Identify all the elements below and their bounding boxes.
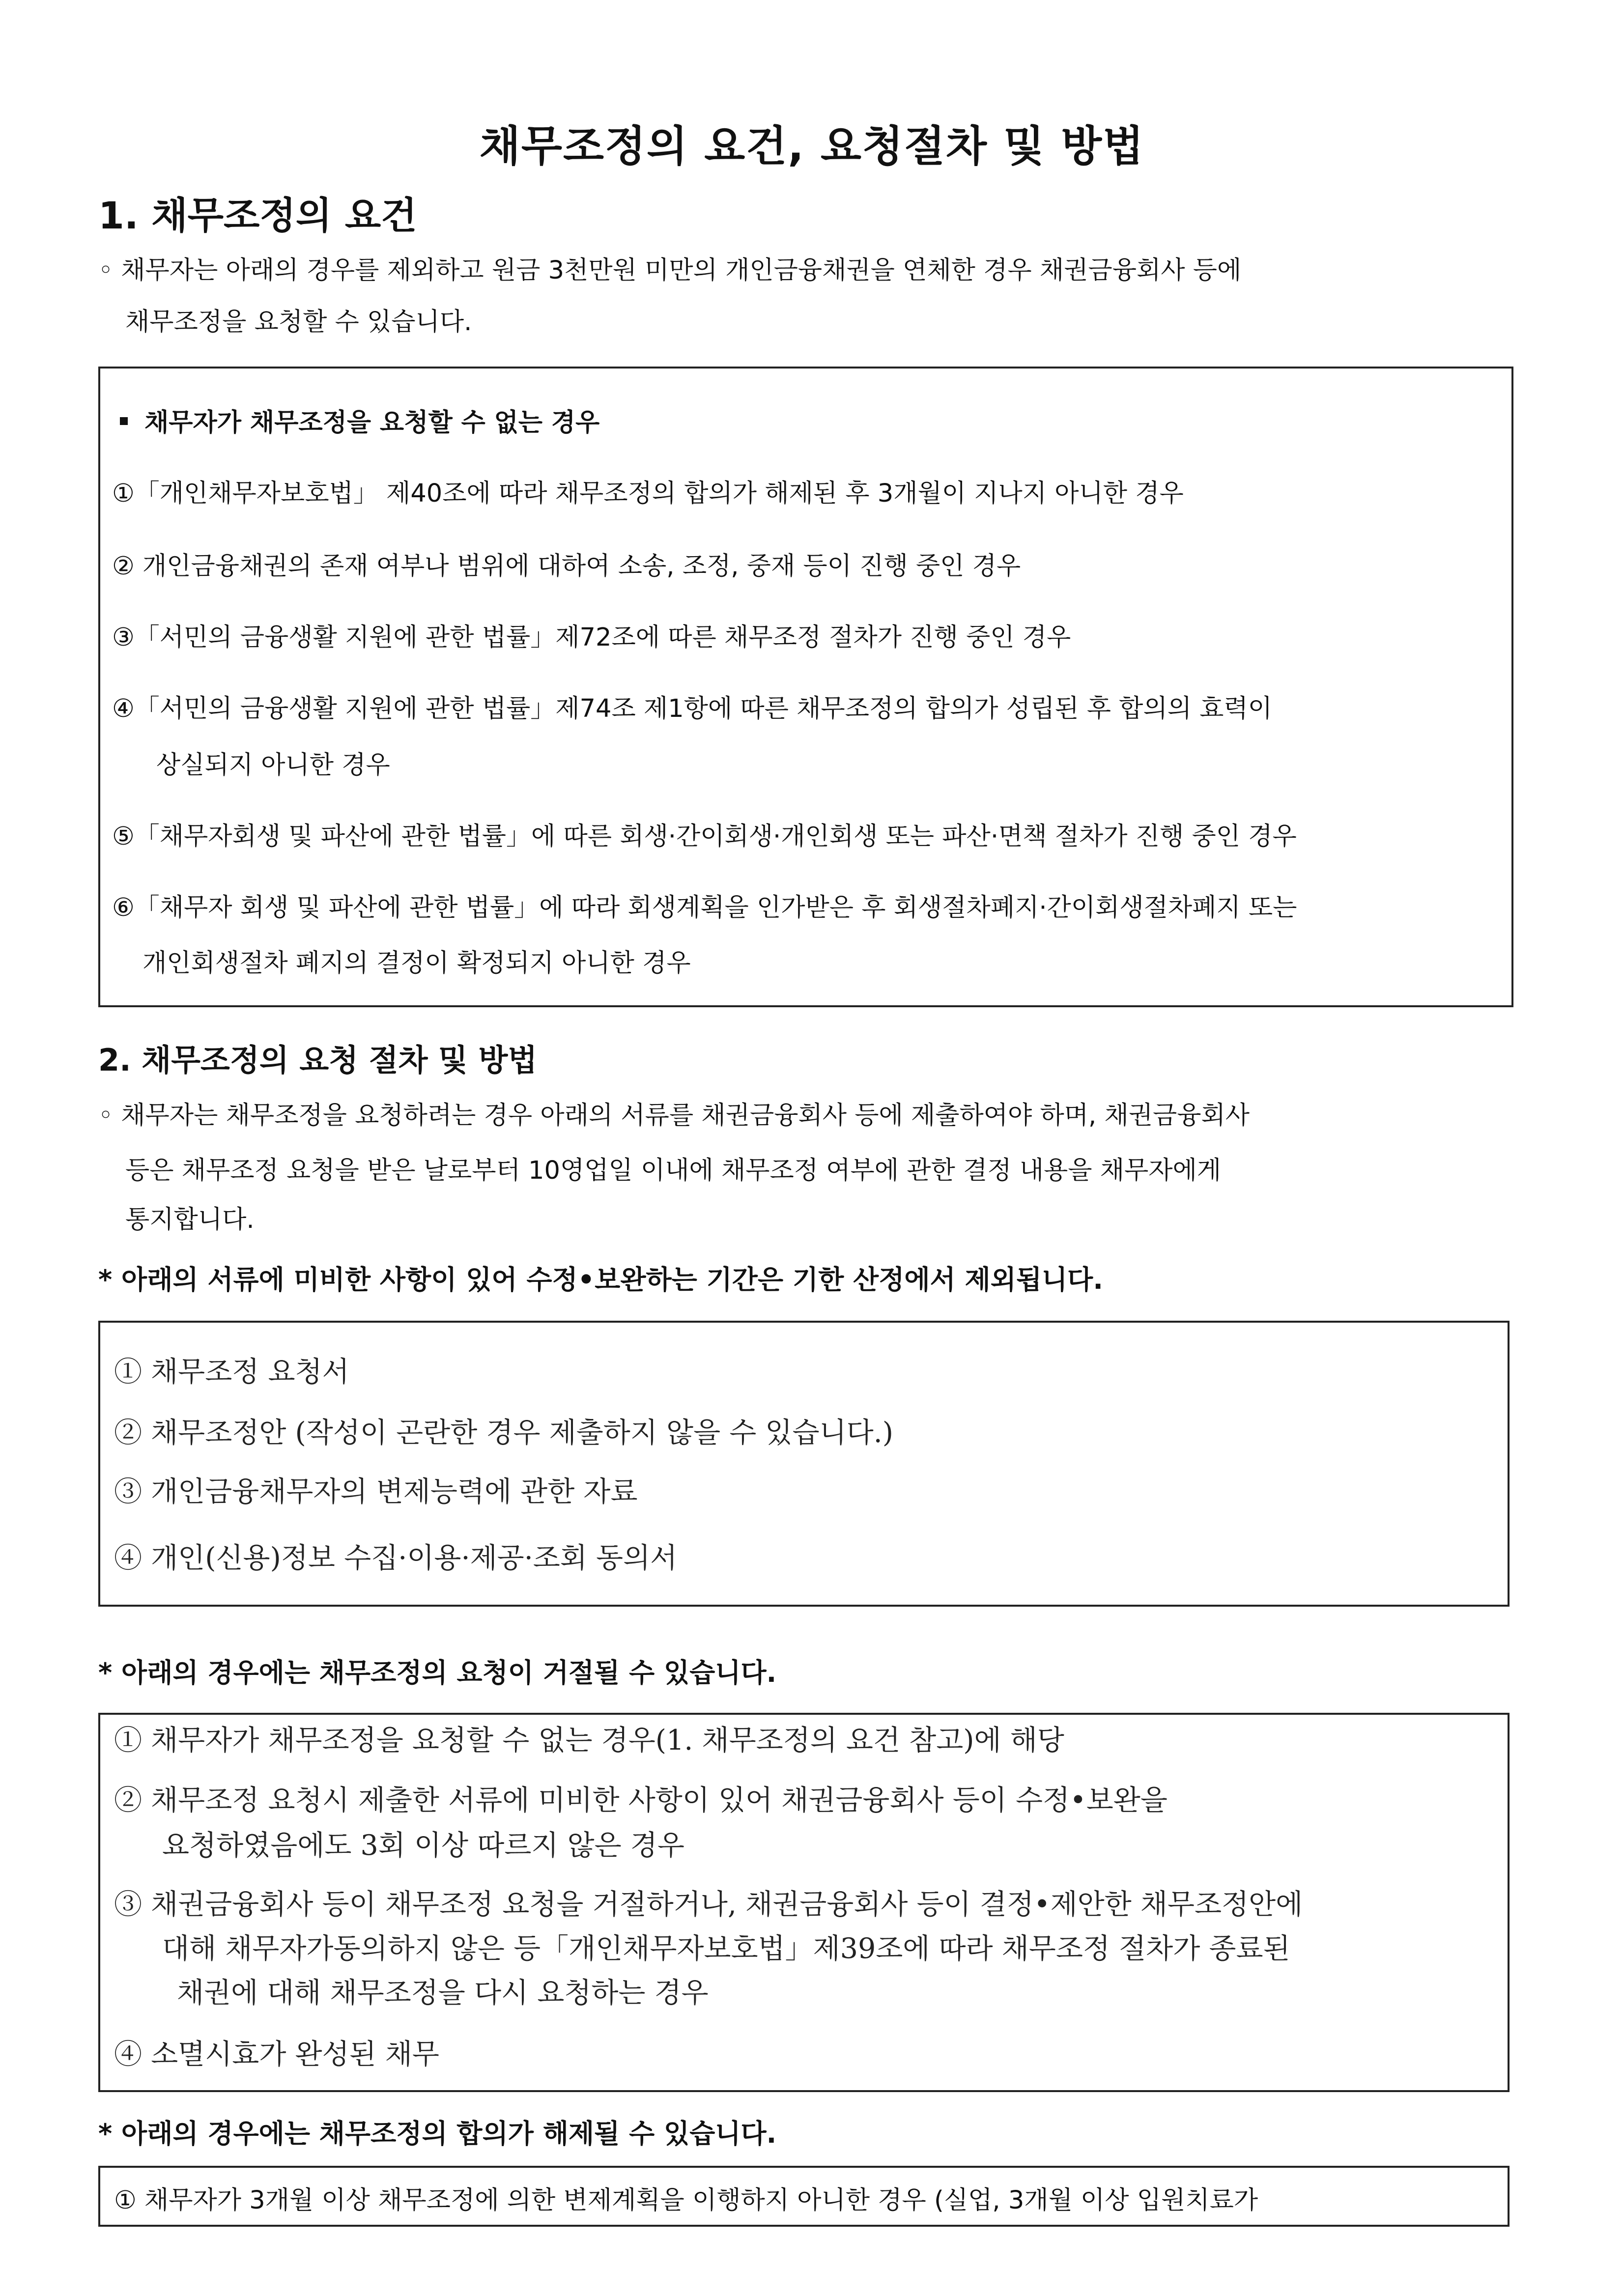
note-termination: * 아래의 경우에는 채무조정의 합의가 해제될 수 있습니다. [98,2118,777,2149]
cannot-request-item-6: ⑥「채무자 회생 및 파산에 관한 법률」에 따라 회생계획을 인가받은 후 회생절차폐지·간이회생절차폐지 또는 [112,893,1297,922]
section1-intro-line2: 채무조정을 요청할 수 있습니다. [125,308,472,337]
cannot-request-item-6-cont: 개인회생절차 폐지의 결정이 확정되지 아니한 경우 [142,949,691,978]
refusal-item-4: ④ 소멸시효가 완성된 채무 [114,2038,439,2070]
cannot-request-item-1: ①「개인채무자보호법」 제40조에 따라 채무조정의 합의가 해제된 후 3개월이 지나지 아니한 경우 [112,479,1184,508]
refusal-item-3: ③ 채권금융회사 등이 채무조정 요청을 거절하거나, 채권금융회사 등이 결정•제안한 채무조정안에 [114,1888,1303,1921]
termination-item-1: ① 채무자가 3개월 이상 채무조정에 의한 변제계획을 이행하지 아니한 경우 (실업, 3개월 이상 입원치료가 [114,2186,1258,2215]
document-item-3: ③ 개인금융채무자의 변제능력에 관한 자료 [114,1475,638,1508]
cannot-request-item-4: ④「서민의 금융생활 지원에 관한 법률」제74조 제1항에 따른 채무조정의 합의가 성립된 후 합의의 효력이 [112,694,1272,723]
refusal-item-1: ① 채무자가 채무조정을 요청할 수 없는 경우(1. 채무조정의 요건 참고)에 해당 [114,1724,1064,1757]
document-item-1: ① 채무조정 요청서 [114,1356,349,1388]
section2-heading: 2. 채무조정의 요청 절차 및 방법 [98,1042,538,1078]
note-document-deadline: * 아래의 서류에 미비한 사항이 있어 수정•보완하는 기간은 기한 산정에서 제외됩니다. [98,1264,1103,1295]
section1-intro-line1: ◦ 채무자는 아래의 경우를 제외하고 원금 3천만원 미만의 개인금융채권을 연체한 경우 채권금융회사 등에 [98,256,1242,285]
refusal-item-2: ② 채무조정 요청시 제출한 서류에 미비한 사항이 있어 채권금융회사 등이 수정•보완을 [114,1784,1168,1816]
section2-intro-line2: 등은 채무조정 요청을 받은 날로부터 10영업일 이내에 채무조정 여부에 관한 결정 내용을 채무자에게 [125,1156,1222,1185]
cannot-request-item-2: ② 개인금융채권의 존재 여부나 범위에 대하여 소송, 조정, 중재 등이 진행 중인 경우 [112,552,1021,581]
section1-heading: 1. 채무조정의 요건 [98,194,417,237]
page-title: 채무조정의 요건, 요청절차 및 방법 [479,122,1145,171]
refusal-item-3-cont2: 채권에 대해 채무조정을 다시 요청하는 경우 [177,1977,709,2009]
square-bullet-icon [120,417,128,425]
note-refusal: * 아래의 경우에는 채무조정의 요청이 거절될 수 있습니다. [98,1657,777,1688]
section2-intro-line3: 통지합니다. [125,1205,255,1234]
cannot-request-item-4-cont: 상실되지 아니한 경우 [156,751,390,780]
document-item-4: ④ 개인(신용)정보 수집·이용·제공·조회 동의서 [114,1542,678,1574]
refusal-item-2-cont: 요청하였음에도 3회 이상 따르지 않은 경우 [162,1829,684,1862]
cannot-request-heading: 채무자가 채무조정을 요청할 수 없는 경우 [120,402,599,438]
document-item-2: ② 채무조정안 (작성이 곤란한 경우 제출하지 않을 수 있습니다.) [114,1417,894,1449]
refusal-item-3-cont1: 대해 채무자가동의하지 않은 등「개인채무자보호법」제39조에 따라 채무조정 절차가 종료된 [162,1932,1290,1965]
cannot-request-item-3: ③「서민의 금융생활 지원에 관한 법률」제72조에 따른 채무조정 절차가 진행 중인 경우 [112,623,1071,652]
cannot-request-item-5: ⑤「채무자회생 및 파산에 관한 법률」에 따른 회생·간이회생·개인회생 또는 파산·면책 절차가 진행 중인 경우 [112,822,1297,851]
section2-intro-line1: ◦ 채무자는 채무조정을 요청하려는 경우 아래의 서류를 채권금융회사 등에 제출하여야 하며, 채권금융회사 [98,1101,1250,1130]
